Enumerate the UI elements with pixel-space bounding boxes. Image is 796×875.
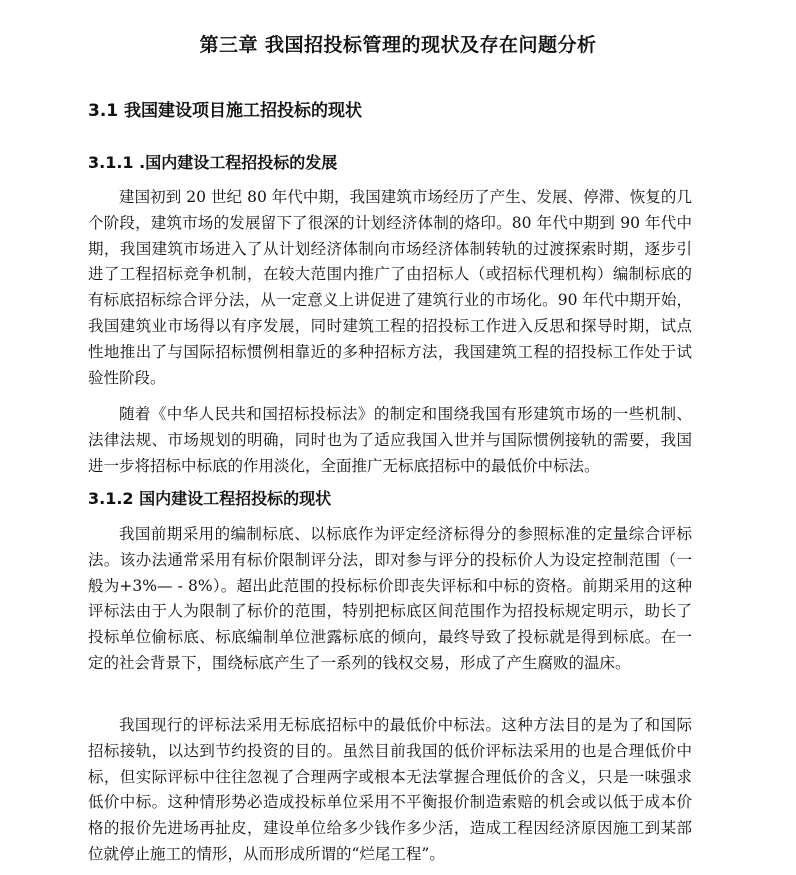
paragraph: 我国现行的评标法采用无标底招标中的最低价中标法。这种方法目的是为了和国际招标接轨，以达到节约投资的目的。虽然目前我国的低价评标法采用的也是合理低价中标，但实际评标中往往忽视了合理两字或根本无法掌握合理低价的含义，只是一味强求低价中标。这种情形势必造成投标单位采用不平衡报价制造索赔的机会或以低于成本价格的报价先进场再扯皮，建设单位给多少钱作多少活，造成工程因经济原因施工到某部位就停止施工的情形，从而形成所谓的“烂尾工程”。 bbox=[88, 716, 692, 863]
paragraph: 建国初到 20 世纪 80 年代中期，我国建筑市场经历了产生、发展、停滞、恢复的几个阶段，建筑市场的发展留下了很深的计划经济体制的烙印。80 年代中期到 90 年代中期，我国建筑市场进入了从计划经济体制向市场经济体制转轨的过渡探索时期，逐步引进了工程招标竞争机制，在较大范围内推广了由招标人（或招标代理机构）编制标底的有标底招标综合评分法，从一定意义上讲促进了建筑行业的市场化。90 年代中期开始，我国建筑业市场得以有序发展，同时建筑工程的招投标工作进入反思和探导时期，试点性地推出了与国际招标惯例相靠近的多种招标方法，我国建筑工程的招投标工作处于试验性阶段。 bbox=[88, 188, 692, 387]
chapter-title: 第三章 我国招投标管理的现状及存在问题分析 bbox=[199, 34, 597, 56]
paragraph: 随着《中华人民共和国招标投标法》的制定和围绕我国有形建筑市场的一些机制、法律法规、市场规划的明确，同时也为了适应我国入世并与国际惯例接轨的需要，我国进一步将招标中标底的作用淡化，全面推广无标底招标中的最低价中标法。 bbox=[88, 405, 692, 475]
subsection-heading-3-1-2: 3.1.2 国内建设工程招投标的现状 bbox=[88, 489, 332, 508]
subsection-heading-3-1-1: 3.1.1 .国内建设工程招投标的发展 bbox=[88, 153, 338, 172]
paragraph: 我国前期采用的编制标底、以标底作为评定经济标得分的参照标准的定量综合评标法。该办法通常采用有标价限制评分法，即对参与评分的投标价人为设定控制范围（一般为+3%— - 8%）。超出此范围的投标标价即丧失评标和中标的资格。前期采用的这种评标法由于人为限制了标价的范围，特别把标底区间范围作为招投标规定明示，助长了投标单位偷标底、标底编制单位泄露标底的倾向，最终导致了投标就是得到标底。在一定的社会背景下，围绕标底产生了一系列的钱权交易，形成了产生腐败的温床。 bbox=[88, 525, 692, 672]
section-heading-3-1: 3.1 我国建设项目施工招投标的现状 bbox=[88, 101, 363, 121]
